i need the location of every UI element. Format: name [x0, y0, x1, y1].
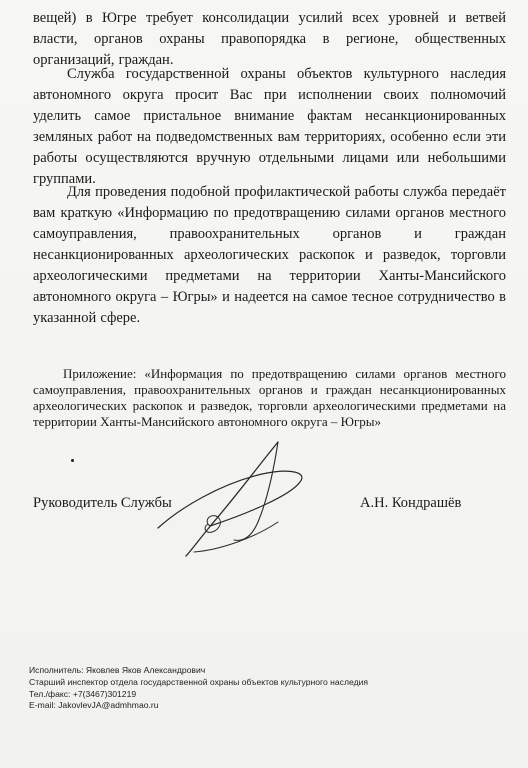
- ink-dot: [71, 459, 74, 462]
- executor-role: Старший инспектор отдела государственной охраны объектов культурного наследия: [29, 676, 369, 687]
- executor-phone: Тел./факс: +7(3467)301219: [29, 688, 137, 699]
- body-paragraph-information-text: Для проведения подобной профилактической работы служба передаёт вам краткую «Информацию по предотвращению силами органов местного самоуправления, правоохранительных органов и граждан несанкционированных археологических раскопок и разведок, торговли археологическими предметами на территории Ханты-Мансийского автономного округа – Югры» и надеется на самое тесное сотрудничество в указанной сфере.: [33, 184, 506, 326]
- annex-note-text: Приложение: «Информация по предотвращению силами органов местного самоуправления, правоохранительных органов и граждан несанкционированных археологических раскопок и разведок, торговли археологическими предметами на территории Ханты-Мансийского автономного округа – Югры»: [33, 366, 506, 429]
- executor-email: E-mail: JakovlevJA@admhmao.ru: [29, 700, 159, 711]
- executor-name: Исполнитель: Яковлев Яков Александрович: [29, 665, 206, 675]
- signatory-name: А.Н. Кондрашёв: [360, 495, 462, 511]
- signatory-position: Руководитель Службы: [33, 495, 172, 511]
- body-paragraph-information: [33, 182, 506, 329]
- annex-note: [33, 366, 506, 430]
- executor-footer: [29, 665, 368, 712]
- body-paragraph-request: [33, 64, 506, 190]
- body-paragraph-continuation: вещей) в Югре требует консолидации усилий всех уровней и ветвей власти, органов охраны правопорядка в регионе, общественных организаций, граждан.: [33, 10, 506, 68]
- handwritten-signature: [150, 438, 320, 568]
- body-paragraph-request-text: Служба государственной охраны объектов культурного наследия автономного округа просит Вас при исполнении своих полномочий уделить самое пристальное внимание фактам несанкционированных земляных работ на подведомственных вам территориях, особенно если эти работы осуществляются вручную отдельными лицами или небольшими группами.: [33, 66, 506, 187]
